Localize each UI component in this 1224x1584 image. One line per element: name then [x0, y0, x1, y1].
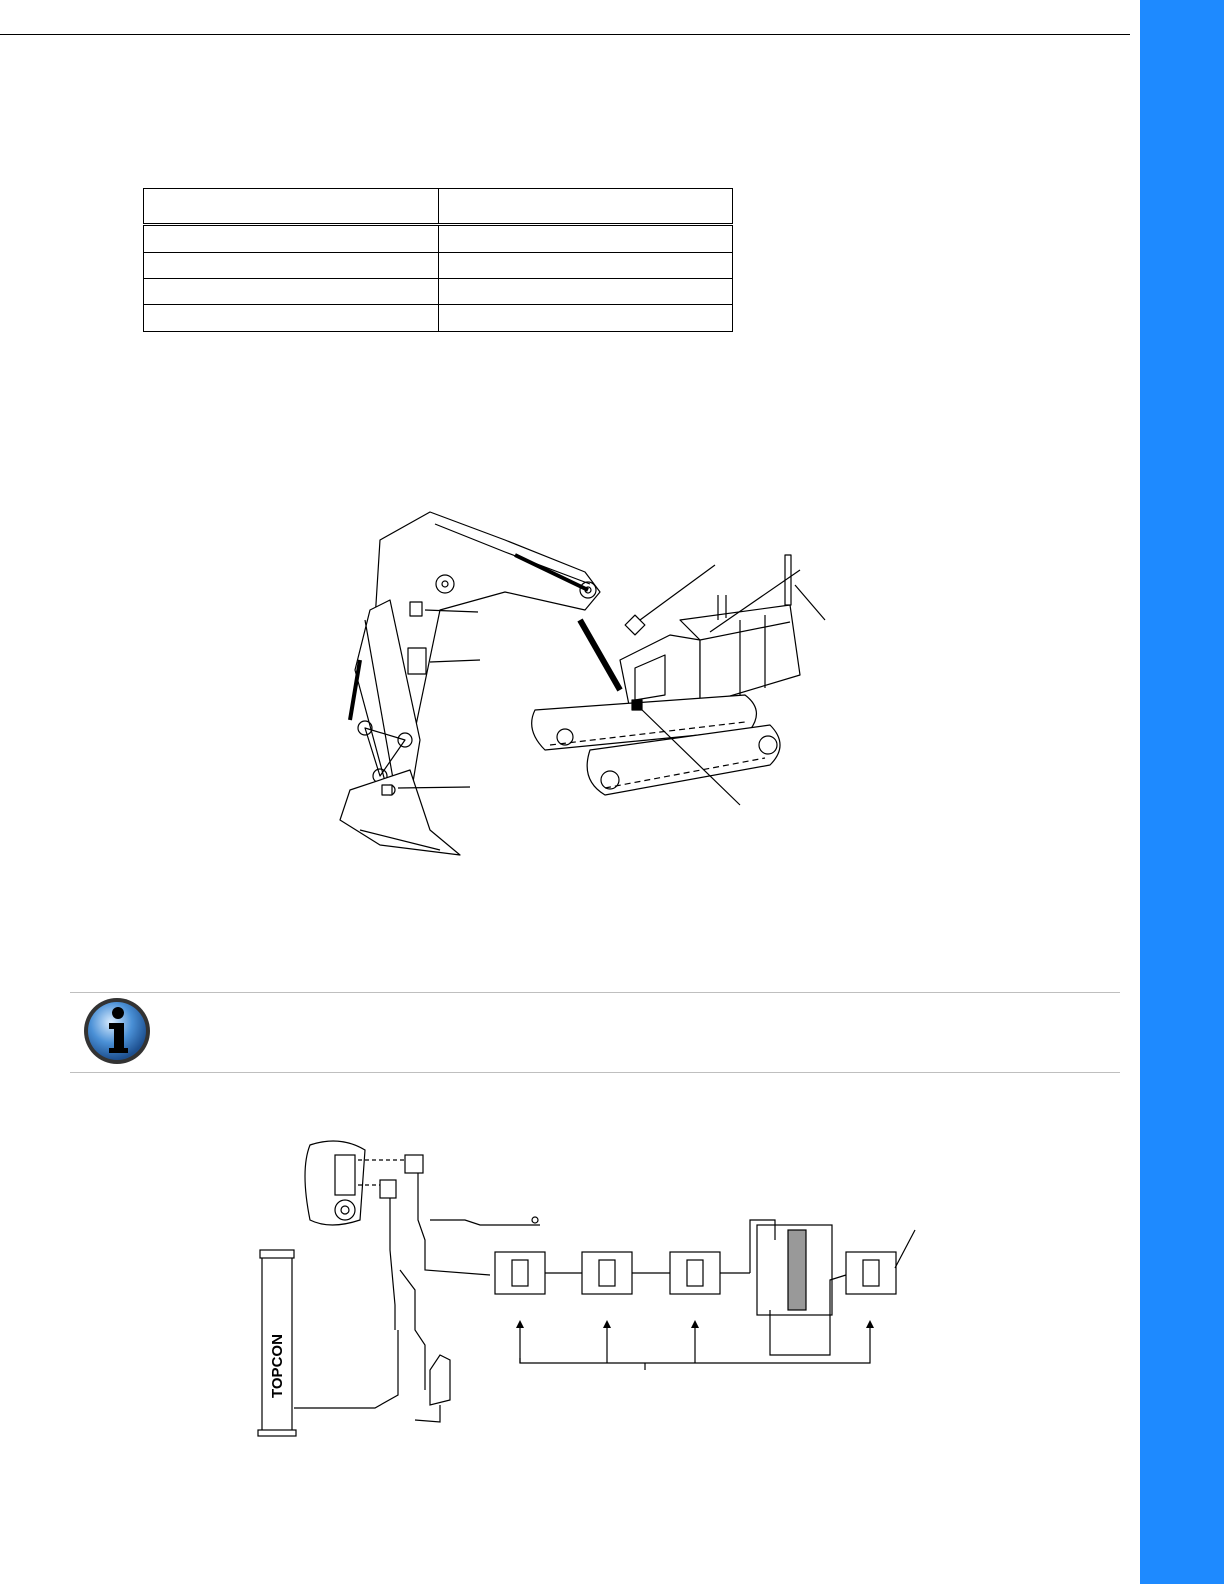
wiring-diagram	[250, 1130, 930, 1440]
table-cell	[144, 252, 439, 278]
spec-table	[143, 188, 733, 332]
note-top-rule	[70, 992, 1120, 993]
table-cell	[144, 225, 439, 253]
table-row	[144, 225, 733, 253]
table-header-cell	[438, 189, 733, 225]
table-row	[144, 252, 733, 278]
table-cell	[144, 279, 439, 305]
table-row	[144, 279, 733, 305]
table-row	[144, 305, 733, 332]
table-header-row	[144, 189, 733, 225]
note-bottom-rule	[70, 1072, 1120, 1073]
excavator-illustration	[320, 500, 840, 870]
table-cell	[438, 279, 733, 305]
mast-logo: TOPCON	[269, 1334, 286, 1398]
table-cell	[438, 225, 733, 253]
table-cell	[438, 305, 733, 332]
table-cell	[144, 305, 439, 332]
table-header-cell	[144, 189, 439, 225]
table-cell	[438, 252, 733, 278]
info-icon	[82, 996, 152, 1066]
header-rule	[0, 34, 1130, 35]
chapter-side-tab	[1140, 0, 1224, 1584]
